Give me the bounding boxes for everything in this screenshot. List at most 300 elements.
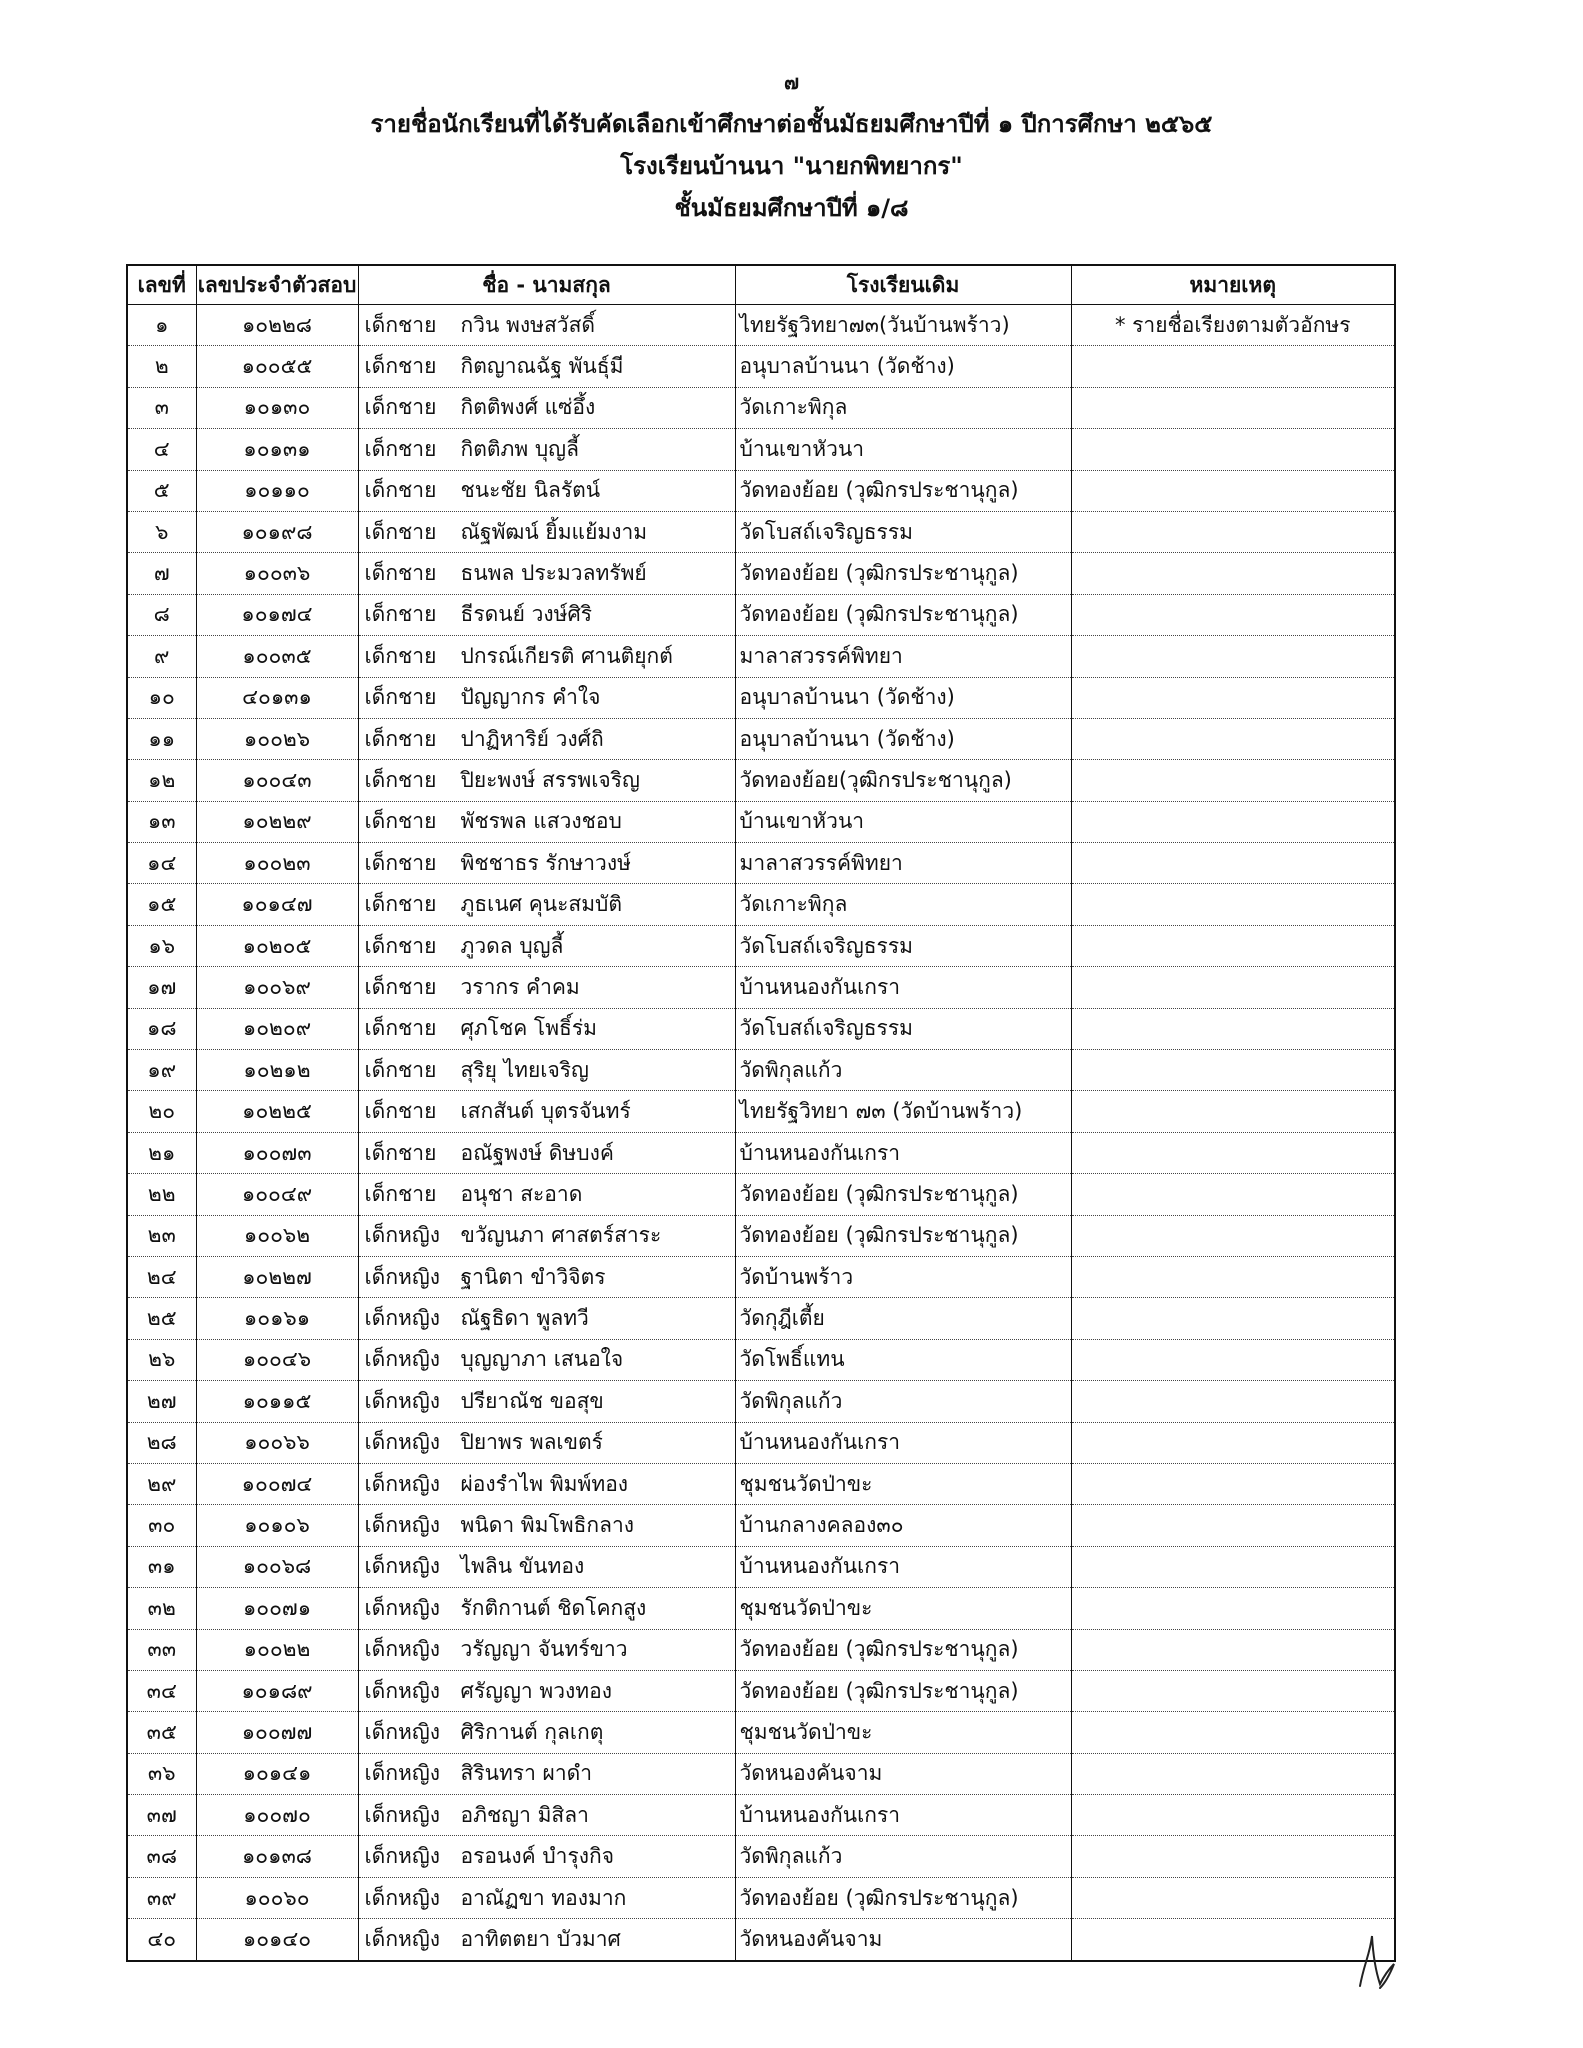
row-number-cell: ๔ [127,429,196,470]
student-name-cell [358,967,735,1008]
page-number: ๗ [783,70,800,94]
table-row [127,1836,1395,1877]
exam-id-cell: ๑๐๑๙๘ [196,511,358,552]
previous-school-cell: บ้านหนองกันเกรา [735,1132,1071,1173]
previous-school-cell: บ้านหนองกันเกรา [735,1422,1071,1463]
exam-id-cell: ๑๐๑๓๘ [196,1836,358,1877]
student-name-cell [358,1339,735,1380]
student-name: ภูธเนศ คุนะสมบัติ [460,892,623,917]
exam-id-cell: ๑๐๐๔๙ [196,1174,358,1215]
row-number-cell: ๖ [127,511,196,552]
student-name: ปรียาณัช ขอสุข [460,1388,604,1413]
remark-cell [1071,1588,1395,1629]
row-number-cell: ๑๕ [127,884,196,925]
exam-id-cell: ๑๐๒๒๕ [196,1091,358,1132]
remark-cell [1071,429,1395,470]
exam-id-cell: ๑๐๐๓๖ [196,553,358,594]
remark-cell [1071,718,1395,759]
row-number-cell: ๑๗ [127,967,196,1008]
exam-id-cell: ๑๐๐๗๔ [196,1463,358,1504]
row-number-cell: ๓๘ [127,1836,196,1877]
previous-school-cell: บ้านหนองกันเกรา [735,967,1071,1008]
student-name-cell [358,470,735,511]
name-prefix: เด็กชาย [364,1057,437,1082]
exam-id-cell: ๑๐๑๑๐ [196,470,358,511]
student-name-cell [358,1712,735,1753]
student-name-cell [358,1132,735,1173]
remark-cell [1071,511,1395,552]
exam-id-cell: ๑๐๒๒๘ [196,305,358,346]
student-name-cell [358,1298,735,1339]
previous-school-cell: วัดหนองคันจาม [735,1919,1071,1961]
student-name: สุริยุ ไทยเจริญ [460,1057,589,1082]
table-row [127,843,1395,884]
student-name-cell [358,1008,735,1049]
previous-school-cell: วัดโบสถ์เจริญธรรม [735,925,1071,966]
row-number-cell: ๙ [127,636,196,677]
name-prefix: เด็กชาย [364,892,437,917]
student-name-cell [358,1174,735,1215]
table-row [127,1381,1395,1422]
table-row [127,1008,1395,1049]
exam-id-cell: ๑๐๒๐๕ [196,925,358,966]
remark-cell [1071,1919,1395,1961]
header-number: เลขที่ [127,265,196,305]
remark-cell [1071,1422,1395,1463]
exam-id-cell: ๑๐๐๗๗ [196,1712,358,1753]
row-number-cell: ๓๐ [127,1505,196,1546]
previous-school-cell: ชุมชนวัดป่าขะ [735,1712,1071,1753]
previous-school-cell: วัดทองย้อย (วุฒิกรประชานุกูล) [735,594,1071,635]
student-name: อาทิตตยา บัวมาศ [460,1926,621,1951]
student-name: ณัฐพัฒน์ ยิ้มแย้มงาม [460,519,648,544]
student-name: ศิริกานต์ กุลเกตุ [460,1719,604,1744]
name-prefix: เด็กหญิง [364,1471,441,1496]
name-prefix: เด็กชาย [364,809,437,834]
name-prefix: เด็กชาย [364,726,437,751]
previous-school-cell: มาลาสวรรค์พิทยา [735,636,1071,677]
student-name-cell [358,1215,735,1256]
exam-id-cell: ๑๐๐๗๓ [196,1132,358,1173]
remark-cell [1071,1712,1395,1753]
name-prefix: เด็กหญิง [364,1926,441,1951]
previous-school-cell: บ้านหนองกันเกรา [735,1546,1071,1587]
name-prefix: เด็กชาย [364,312,437,337]
name-prefix: เด็กชาย [364,354,437,379]
remark-cell [1071,1505,1395,1546]
exam-id-cell: ๑๐๐๒๓ [196,843,358,884]
exam-id-cell: ๑๐๐๔๓ [196,760,358,801]
student-roster-table [126,264,1396,1962]
student-name-cell [358,387,735,428]
row-number-cell: ๓๖ [127,1753,196,1794]
name-prefix: เด็กหญิง [364,1885,441,1910]
student-name-cell [358,346,735,387]
table-row [127,801,1395,842]
exam-id-cell: ๑๐๐๓๕ [196,636,358,677]
row-number-cell: ๒๘ [127,1422,196,1463]
name-prefix: เด็กชาย [364,561,437,586]
row-number-cell: ๒๗ [127,1381,196,1422]
student-name: ปาฏิหาริย์ วงศ์ถิ [460,726,604,751]
row-number-cell: ๑๓ [127,801,196,842]
row-number-cell: ๑๔ [127,843,196,884]
school-name-title: โรงเรียนบ้านนา "นายกพิทยากร" [620,152,963,180]
previous-school-cell: วัดทองย้อย (วุฒิกรประชานุกูล) [735,1877,1071,1918]
exam-id-cell: ๑๐๐๖๒ [196,1215,358,1256]
header-exam-id: เลขประจำตัวสอบ [196,265,358,305]
student-name: สิรินทรา ผาดำ [460,1761,593,1786]
table-row [127,1795,1395,1836]
remark-cell [1071,1877,1395,1918]
previous-school-cell: วัดโบสถ์เจริญธรรม [735,511,1071,552]
student-name-cell [358,636,735,677]
name-prefix: เด็กชาย [364,602,437,627]
student-name-cell [358,553,735,594]
previous-school-cell: วัดพิกุลแก้ว [735,1050,1071,1091]
table-row [127,346,1395,387]
row-number-cell: ๓๒ [127,1588,196,1629]
previous-school-cell: วัดทองย้อย (วุฒิกรประชานุกูล) [735,1174,1071,1215]
table-row [127,1919,1395,1961]
exam-id-cell: ๑๐๑๗๔ [196,594,358,635]
name-prefix: เด็กหญิง [364,1223,441,1248]
student-name: ภูวดล บุญลี้ [460,933,564,958]
exam-id-cell: ๑๐๐๔๖ [196,1339,358,1380]
remark-cell [1071,636,1395,677]
exam-id-cell: ๑๐๑๘๙ [196,1670,358,1711]
student-name: ฐานิตา ขำวิจิตร [460,1264,606,1289]
name-prefix: เด็กหญิง [364,1306,441,1331]
name-prefix: เด็กชาย [364,478,437,503]
row-number-cell: ๔๐ [127,1919,196,1961]
student-name-cell [358,1795,735,1836]
row-number-cell: ๑๑ [127,718,196,759]
previous-school-cell: บ้านเขาหัวนา [735,429,1071,470]
table-row [127,511,1395,552]
student-name-cell [358,1877,735,1918]
row-number-cell: ๑ [127,305,196,346]
student-name: พัชรพล แสวงชอบ [460,809,622,834]
remark-cell [1071,1050,1395,1091]
row-number-cell: ๒๒ [127,1174,196,1215]
remark-cell [1071,594,1395,635]
row-number-cell: ๓๑ [127,1546,196,1587]
row-number-cell: ๒๔ [127,1256,196,1297]
row-number-cell: ๑๐ [127,677,196,718]
student-name-cell [358,1753,735,1794]
previous-school-cell: วัดบ้านพร้าว [735,1256,1071,1297]
name-prefix: เด็กหญิง [364,1719,441,1744]
previous-school-cell: วัดทองย้อย (วุฒิกรประชานุกูล) [735,1215,1071,1256]
table-row [127,1215,1395,1256]
exam-id-cell: ๑๐๒๒๗ [196,1256,358,1297]
previous-school-cell: อนุบาลบ้านนา (วัดช้าง) [735,677,1071,718]
row-number-cell: ๓๔ [127,1670,196,1711]
remark-cell [1071,1381,1395,1422]
student-name-cell [358,1836,735,1877]
table-row [127,553,1395,594]
remark-cell [1071,1091,1395,1132]
table-row [127,594,1395,635]
student-name: วรากร คำคม [460,974,580,999]
name-prefix: เด็กชาย [364,1016,437,1041]
student-name-cell [358,760,735,801]
table-row [127,718,1395,759]
previous-school-cell: ไทยรัฐวิทยา ๗๓ (วัดบ้านพร้าว) [735,1091,1071,1132]
remark-cell [1071,1670,1395,1711]
remark-cell [1071,1753,1395,1794]
name-prefix: เด็กหญิง [364,1513,441,1538]
header-row [127,265,1395,305]
previous-school-cell: วัดพิกุลแก้ว [735,1836,1071,1877]
name-prefix: เด็กหญิง [364,1761,441,1786]
row-number-cell: ๑๙ [127,1050,196,1091]
name-prefix: เด็กหญิง [364,1264,441,1289]
student-name: ปิยะพงษ์ สรรพเจริญ [460,767,640,792]
name-prefix: เด็กชาย [364,519,437,544]
remark-cell [1071,1836,1395,1877]
student-name-cell [358,1670,735,1711]
remark-cell [1071,760,1395,801]
table-row [127,925,1395,966]
exam-id-cell: ๑๐๑๓๑ [196,429,358,470]
student-name-cell [358,925,735,966]
row-number-cell: ๕ [127,470,196,511]
student-name-cell [358,1588,735,1629]
header-remarks: หมายเหตุ [1071,265,1395,305]
remark-cell [1071,1298,1395,1339]
remark-cell [1071,553,1395,594]
name-prefix: เด็กชาย [364,933,437,958]
remark-cell [1071,1174,1395,1215]
student-name-cell [358,1463,735,1504]
exam-id-cell: ๑๐๐๖๐ [196,1877,358,1918]
remark-cell [1071,925,1395,966]
name-prefix: เด็กหญิง [364,1595,441,1620]
row-number-cell: ๓๕ [127,1712,196,1753]
exam-id-cell: ๑๐๑๖๑ [196,1298,358,1339]
previous-school-cell: ชุมชนวัดป่าขะ [735,1588,1071,1629]
student-name: อณัฐพงษ์ ดิษบงค์ [460,1140,614,1165]
row-number-cell: ๓๙ [127,1877,196,1918]
row-number-cell: ๒๙ [127,1463,196,1504]
exam-id-cell: ๑๐๒๐๙ [196,1008,358,1049]
student-name-cell [358,1381,735,1422]
previous-school-cell: มาลาสวรรค์พิทยา [735,843,1071,884]
row-number-cell: ๑๒ [127,760,196,801]
table-row [127,1174,1395,1215]
student-name: อาณัฏขา ทองมาก [460,1885,627,1910]
student-name-cell [358,1256,735,1297]
row-number-cell: ๒๖ [127,1339,196,1380]
table-row [127,470,1395,511]
previous-school-cell: วัดโบสถ์เจริญธรรม [735,1008,1071,1049]
remark-cell [1071,387,1395,428]
table-row [127,1753,1395,1794]
document-title: รายชื่อนักเรียนที่ได้รับคัดเลือกเข้าศึกษาต่อชั้นมัธยมศึกษาปีที่ ๑ ปีการศึกษา ๒๕๖๕ [370,110,1213,138]
student-name: ศรัญญา พวงทอง [460,1678,612,1703]
previous-school-cell: ไทยรัฐวิทยา๗๓(วันบ้านพร้าว) [735,305,1071,346]
name-prefix: เด็กหญิง [364,1678,441,1703]
student-name: ปกรณ์เกียรติ ศานติยุกต์ [460,643,673,668]
student-name-cell [358,305,735,346]
student-name: พิชชาธร รักษาวงษ์ [460,850,631,875]
student-name: ปิยาพร พลเขตร์ [460,1430,603,1455]
remark-cell [1071,967,1395,1008]
name-prefix: เด็กชาย [364,1140,437,1165]
previous-school-cell: วัดพิกุลแก้ว [735,1381,1071,1422]
student-name-cell [358,1050,735,1091]
previous-school-cell: วัดทองย้อย (วุฒิกรประชานุกูล) [735,1629,1071,1670]
student-name-cell [358,884,735,925]
previous-school-cell: วัดเกาะพิกุล [735,884,1071,925]
exam-id-cell: ๔๐๑๓๑ [196,677,358,718]
table-row [127,1546,1395,1587]
student-name: วรัญญา จันทร์ขาว [460,1637,628,1662]
name-prefix: เด็กชาย [364,436,437,461]
previous-school-cell: บ้านกลางคลอง๓๐ [735,1505,1071,1546]
student-name: กิตญาณฉัฐ พันธุ์มี [460,354,624,379]
table-row [127,1712,1395,1753]
table-row [127,387,1395,428]
student-name-cell [358,1422,735,1463]
previous-school-cell: อนุบาลบ้านนา (วัดช้าง) [735,346,1071,387]
student-name: ผ่องรำไพ พิมพ์ทอง [460,1471,629,1496]
name-prefix: เด็กหญิง [364,1347,441,1372]
header-full-name: ชื่อ - นามสกุล [358,265,735,305]
student-name: ณัฐธิดา พูลทวี [460,1306,589,1331]
student-name-cell [358,1919,735,1961]
previous-school-cell: บ้านเขาหัวนา [735,801,1071,842]
row-number-cell: ๑๖ [127,925,196,966]
remark-cell [1071,1463,1395,1504]
student-name: ศุภโชค โพธิ์ร่ม [460,1016,597,1041]
student-name-cell [358,1505,735,1546]
student-name: ขวัญนภา ศาสตร์สาระ [460,1223,662,1248]
previous-school-cell: วัดกุฎีเตี้ย [735,1298,1071,1339]
row-number-cell: ๒๓ [127,1215,196,1256]
name-prefix: เด็กหญิง [364,1554,441,1579]
name-prefix: เด็กชาย [364,643,437,668]
table-body [127,305,1395,1961]
row-number-cell: ๓๓ [127,1629,196,1670]
exam-id-cell: ๑๐๒๑๒ [196,1050,358,1091]
exam-id-cell: ๑๐๑๐๖ [196,1505,358,1546]
name-prefix: เด็กชาย [364,850,437,875]
row-number-cell: ๗ [127,553,196,594]
remark-cell [1071,470,1395,511]
previous-school-cell: วัดทองย้อย (วุฒิกรประชานุกูล) [735,1670,1071,1711]
previous-school-cell: วัดเกาะพิกุล [735,387,1071,428]
row-number-cell: ๒๕ [127,1298,196,1339]
row-number-cell: ๘ [127,594,196,635]
previous-school-cell: วัดทองย้อย (วุฒิกรประชานุกูล) [735,470,1071,511]
table-row [127,1422,1395,1463]
remark-cell [1071,1215,1395,1256]
previous-school-cell: วัดทองย้อย (วุฒิกรประชานุกูล) [735,553,1071,594]
name-prefix: เด็กหญิง [364,1802,441,1827]
name-prefix: เด็กชาย [364,395,437,420]
remark-cell [1071,843,1395,884]
name-prefix: เด็กชาย [364,1099,437,1124]
student-name: รักติกานต์ ชิดโคกสูง [460,1595,647,1620]
student-name: อรอนงค์ บำรุงกิจ [460,1844,615,1869]
exam-id-cell: ๑๐๐๗๐ [196,1795,358,1836]
student-name: เสกสันต์ บุตรจันทร์ [460,1099,631,1124]
table-row [127,1670,1395,1711]
row-number-cell: ๓ [127,387,196,428]
table-row [127,1505,1395,1546]
previous-school-cell: อนุบาลบ้านนา (วัดช้าง) [735,718,1071,759]
remark-cell: * รายชื่อเรียงตามตัวอักษร [1071,305,1395,346]
name-prefix: เด็กหญิง [364,1844,441,1869]
exam-id-cell: ๑๐๐๕๕ [196,346,358,387]
student-name-cell [358,1629,735,1670]
signature-mark [1350,1924,1400,1994]
student-name: ธนพล ประมวลทรัพย์ [460,561,647,586]
table-row [127,1629,1395,1670]
name-prefix: เด็กชาย [364,685,437,710]
student-name: อนุชา สะอาด [460,1181,583,1206]
table-row [127,677,1395,718]
student-name-cell [358,1546,735,1587]
student-name: กิตติพงศ์ แซ่อึ้ง [460,395,596,420]
name-prefix: เด็กหญิง [364,1388,441,1413]
remark-cell [1071,677,1395,718]
student-name: ชนะชัย นิลรัตน์ [460,478,601,503]
class-level-title: ชั้นมัธยมศึกษาปีที่ ๑/๘ [674,194,909,222]
student-name: กวิน พงษสวัสดิ์ [460,312,596,337]
student-name: บุญญาภา เสนอใจ [460,1347,624,1372]
exam-id-cell: ๑๐๐๒๒ [196,1629,358,1670]
previous-school-cell: วัดทองย้อย(วุฒิกรประชานุกูล) [735,760,1071,801]
previous-school-cell: วัดหนองคันจาม [735,1753,1071,1794]
table-row [127,305,1395,346]
table-row [127,636,1395,677]
name-prefix: เด็กชาย [364,1181,437,1206]
remark-cell [1071,884,1395,925]
name-prefix: เด็กหญิง [364,1430,441,1455]
student-name: ปัญญากร คำใจ [460,685,601,710]
exam-id-cell: ๑๐๒๒๙ [196,801,358,842]
exam-id-cell: ๑๐๐๖๖ [196,1422,358,1463]
remark-cell [1071,801,1395,842]
previous-school-cell: บ้านหนองกันเกรา [735,1795,1071,1836]
student-name-cell [358,801,735,842]
exam-id-cell: ๑๐๑๑๕ [196,1381,358,1422]
student-name-cell [358,1091,735,1132]
student-name-cell [358,677,735,718]
row-number-cell: ๒๐ [127,1091,196,1132]
name-prefix: เด็กชาย [364,767,437,792]
remark-cell [1071,1546,1395,1587]
previous-school-cell: วัดโพธิ์แทน [735,1339,1071,1380]
student-name-cell [358,429,735,470]
table-row [127,1132,1395,1173]
student-name: อภิชญา มิสิลา [460,1802,589,1827]
table-row [127,967,1395,1008]
student-name-cell [358,843,735,884]
remark-cell [1071,346,1395,387]
table-row [127,1298,1395,1339]
table-row [127,1256,1395,1297]
remark-cell [1071,1008,1395,1049]
table-row [127,760,1395,801]
exam-id-cell: ๑๐๐๖๙ [196,967,358,1008]
student-name: ธีรดนย์ วงษ์ศิริ [460,602,593,627]
exam-id-cell: ๑๐๐๗๑ [196,1588,358,1629]
